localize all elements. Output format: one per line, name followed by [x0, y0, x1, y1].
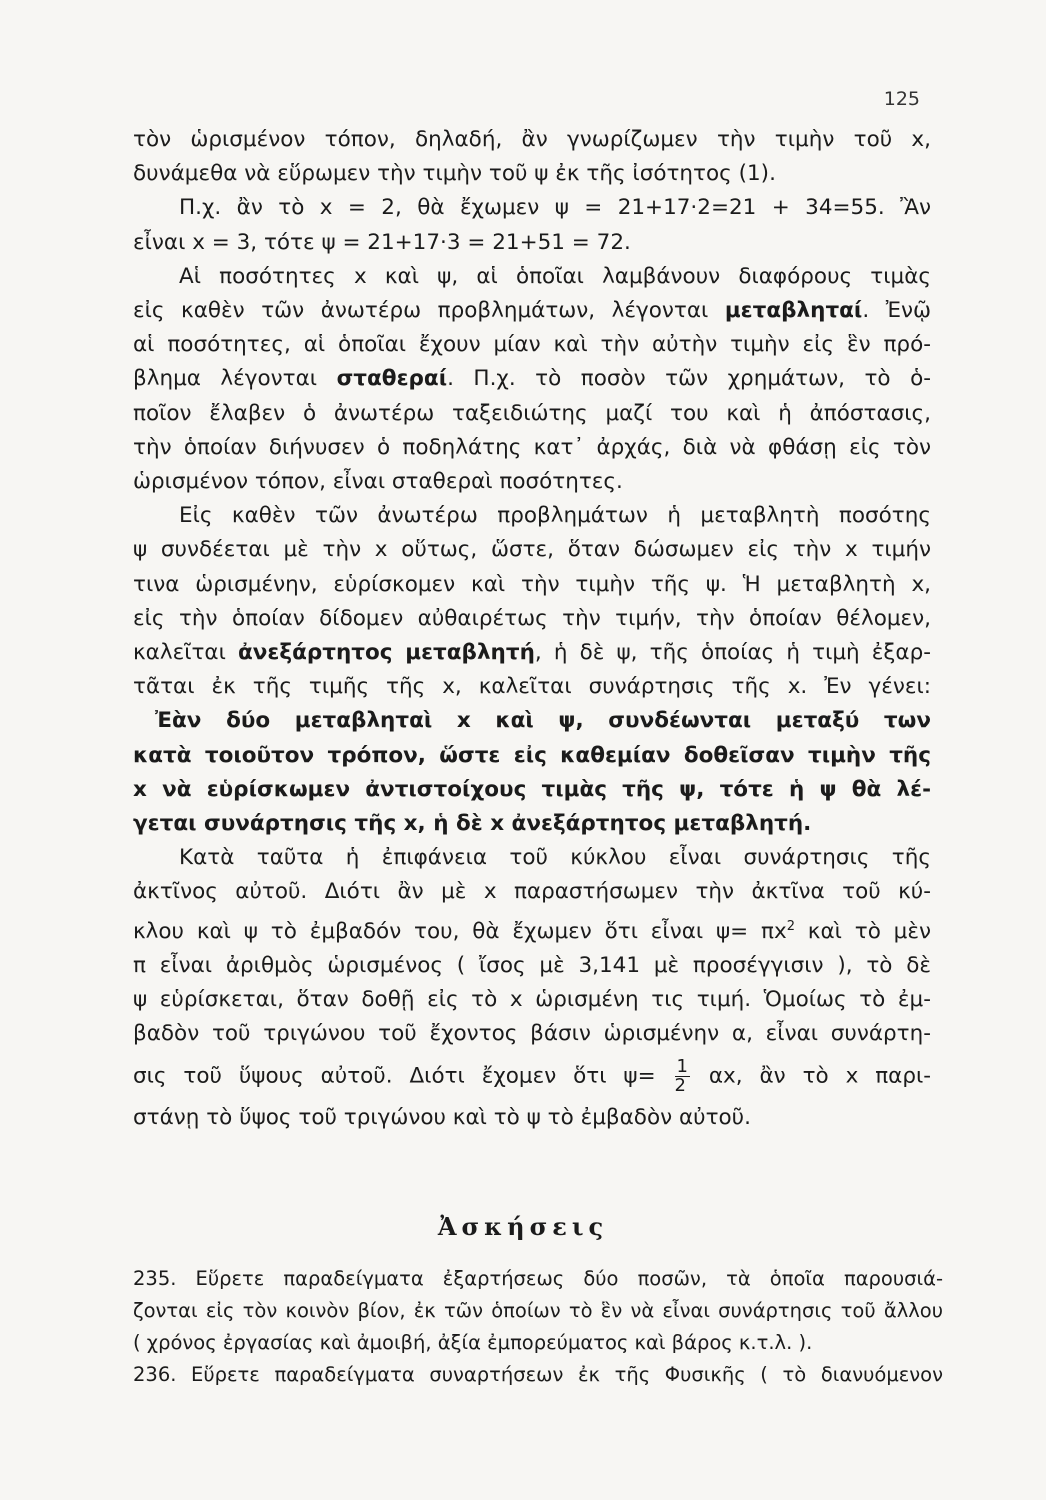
text-line: Κατὰ ταῦτα ἡ ἐπιφάνεια τοῦ κύκλου εἶναι συνάρτησις τῆς	[179, 845, 931, 871]
text-line: ὡρισμένον τόπον, εἶναι σταθεραὶ ποσότητες.	[133, 469, 623, 495]
text-span: . Ἐνῷ	[862, 298, 931, 324]
text-line	[133, 1055, 931, 1096]
text-span: εἰς καθὲν τῶν ἀνωτέρω προβλημάτων, λέγονται	[133, 298, 725, 324]
text-line	[133, 636, 931, 670]
exercise-line: ( χρόνος ἐργασίας καὶ ἀμοιβή, ἀξία ἐμπορεύματος καὶ βάρος κ.τ.λ. ).	[133, 1331, 813, 1354]
term-constants: σταθεραί	[336, 366, 448, 392]
text-span: , ἡ δὲ ψ, τῆς ὁποίας ἡ τιμὴ ἐξαρ-	[534, 640, 931, 666]
text-line: π εἶναι ἀριθμὸς ὡρισμένος ( ἴσος μὲ 3,141 μὲ προσέγγισιν ), τὸ δὲ	[133, 953, 931, 979]
text-line: δυνάμεθα νὰ εὕρωμεν τὴν τιμὴν τοῦ ψ ἐκ τῆς ἰσότητος (1).	[133, 161, 776, 187]
text-line	[133, 910, 931, 949]
text-line: ψ συνδέεται μὲ τὴν x οὕτως, ὥστε, ὅταν δώσωμεν εἰς τὴν x τιμήν	[133, 537, 931, 563]
text-line: αἱ ποσότητες, αἱ ὁποῖαι ἔχουν μίαν καὶ τὴν αὐτὴν τιμὴν εἰς ἓν πρό-	[133, 332, 931, 358]
text-span: βλημα λέγονται	[133, 366, 337, 392]
text-line: ψ εὑρίσκεται, ὅταν δοθῇ εἰς τὸ x ὡρισμένη τις τιμή. Ὁμοίως τὸ ἐμ-	[133, 987, 931, 1013]
text-line: Π.χ. ἂν τὸ x = 2, θὰ ἔχωμεν ψ = 21+17·2=21 + 34=55. Ἂν	[179, 195, 931, 221]
fraction-numerator: 1	[676, 1055, 688, 1077]
exercise-line: 235. Εὕρετε παραδείγματα ἐξαρτήσεως δύο ποσῶν, τὰ ὁποῖα παρουσιά-	[133, 1267, 943, 1290]
term-independent-variable: ἀνεξάρτητος μεταβλητή	[237, 640, 535, 666]
theorem-line: Ἐὰν δύο μεταβληταὶ x καὶ ψ, συνδέωνται μεταξύ των	[155, 708, 931, 734]
text-line: εἶναι x = 3, τότε ψ = 21+17·3 = 21+51 = 72.	[133, 229, 631, 255]
exponent: 2	[786, 918, 795, 934]
text-span: κλου καὶ ψ τὸ ἐμβαδόν του, θὰ ἔχωμεν ὅτι εἶναι ψ= πx	[133, 918, 787, 944]
theorem-line: γεται συνάρτησις τῆς x, ἡ δὲ x ἀνεξάρτητος μεταβλητή.	[133, 811, 812, 837]
text-line: βαδὸν τοῦ τριγώνου τοῦ ἔχοντος βάσιν ὡρισμένην α, εἶναι συνάρτη-	[133, 1021, 931, 1047]
body-text	[133, 123, 931, 1135]
text-line: τὴν ὁποίαν διήνυσεν ὁ ποδηλάτης κατ᾿ ἀρχάς, διὰ νὰ φθάσῃ εἰς τὸν	[133, 434, 931, 460]
text-line: Εἰς καθὲν τῶν ἀνωτέρω προβλημάτων ἡ μεταβλητὴ ποσότης	[179, 503, 931, 529]
text-line: τὸν ὡρισμένον τόπον, δηλαδή, ἂν γνωρίζωμεν τὴν τιμὴν τοῦ x,	[133, 127, 931, 152]
text-line: Αἱ ποσότητες x καὶ ψ, αἱ ὁποῖαι λαμβάνουν διαφόρους τιμὰς	[179, 263, 931, 289]
text-line	[133, 362, 931, 396]
theorem-line: κατὰ τοιοῦτον τρόπον, ὥστε εἰς καθεμίαν δοθεῖσαν τιμὴν τῆς	[133, 742, 931, 768]
text-span: καλεῖται	[133, 640, 238, 666]
exercise-line: ζονται εἰς τὸν κοινὸν βίον, ἐκ τῶν ὁποίων τὸ ἓν νὰ εἶναι συνάρτησις τοῦ ἄλλου	[133, 1299, 943, 1322]
fraction-denominator: 2	[674, 1074, 686, 1096]
fraction-one-half	[674, 1055, 690, 1096]
text-line: ποῖον ἔλαβεν ὁ ἀνωτέρω ταξειδιώτης μαζί του καὶ ἡ ἀπόστασις,	[133, 400, 931, 426]
theorem-line: x νὰ εὑρίσκωμεν ἀντιστοίχους τιμὰς τῆς ψ, τότε ἡ ψ θὰ λέ-	[133, 776, 931, 802]
text-line	[133, 294, 931, 328]
text-line: εἰς τὴν ὁποίαν δίδομεν αὐθαιρέτως τὴν τιμήν, τὴν ὁποίαν θέλομεν,	[133, 605, 931, 631]
text-span: αx, ἂν τὸ x παρι-	[691, 1063, 931, 1089]
exercises-list	[133, 1263, 943, 1391]
text-line: τινα ὡρισμένην, εὑρίσκομεν καὶ τὴν τιμὴν τῆς ψ. Ἡ μεταβλητὴ x,	[133, 571, 931, 597]
exercises-heading: Ἀσκήσεις	[437, 1212, 609, 1241]
text-span: σις τοῦ ὕψους αὐτοῦ. Διότι ἔχομεν ὅτι ψ=	[133, 1063, 673, 1089]
term-variables: μεταβληταί	[724, 298, 863, 324]
text-line: ἀκτῖνος αὐτοῦ. Διότι ἂν μὲ x παραστήσωμεν τὴν ἀκτῖνα τοῦ κύ-	[133, 879, 931, 905]
text-line: στάνῃ τὸ ὕψος τοῦ τριγώνου καὶ τὸ ψ τὸ ἐμβαδὸν αὐτοῦ.	[133, 1104, 751, 1130]
text-span: . Π.χ. τὸ ποσὸν τῶν χρημάτων, τὸ ὁ-	[447, 366, 931, 392]
text-span: καὶ τὸ μὲν	[794, 918, 931, 944]
page-number: 125	[883, 88, 920, 110]
exercise-line: 236. Εὕρετε παραδείγματα συναρτήσεων ἐκ τῆς Φυσικῆς ( τὸ διανυόμενον	[133, 1363, 943, 1386]
text-line: τᾶται ἐκ τῆς τιμῆς τῆς x, καλεῖται συνάρτησις τῆς x. Ἐν γένει:	[133, 674, 931, 700]
